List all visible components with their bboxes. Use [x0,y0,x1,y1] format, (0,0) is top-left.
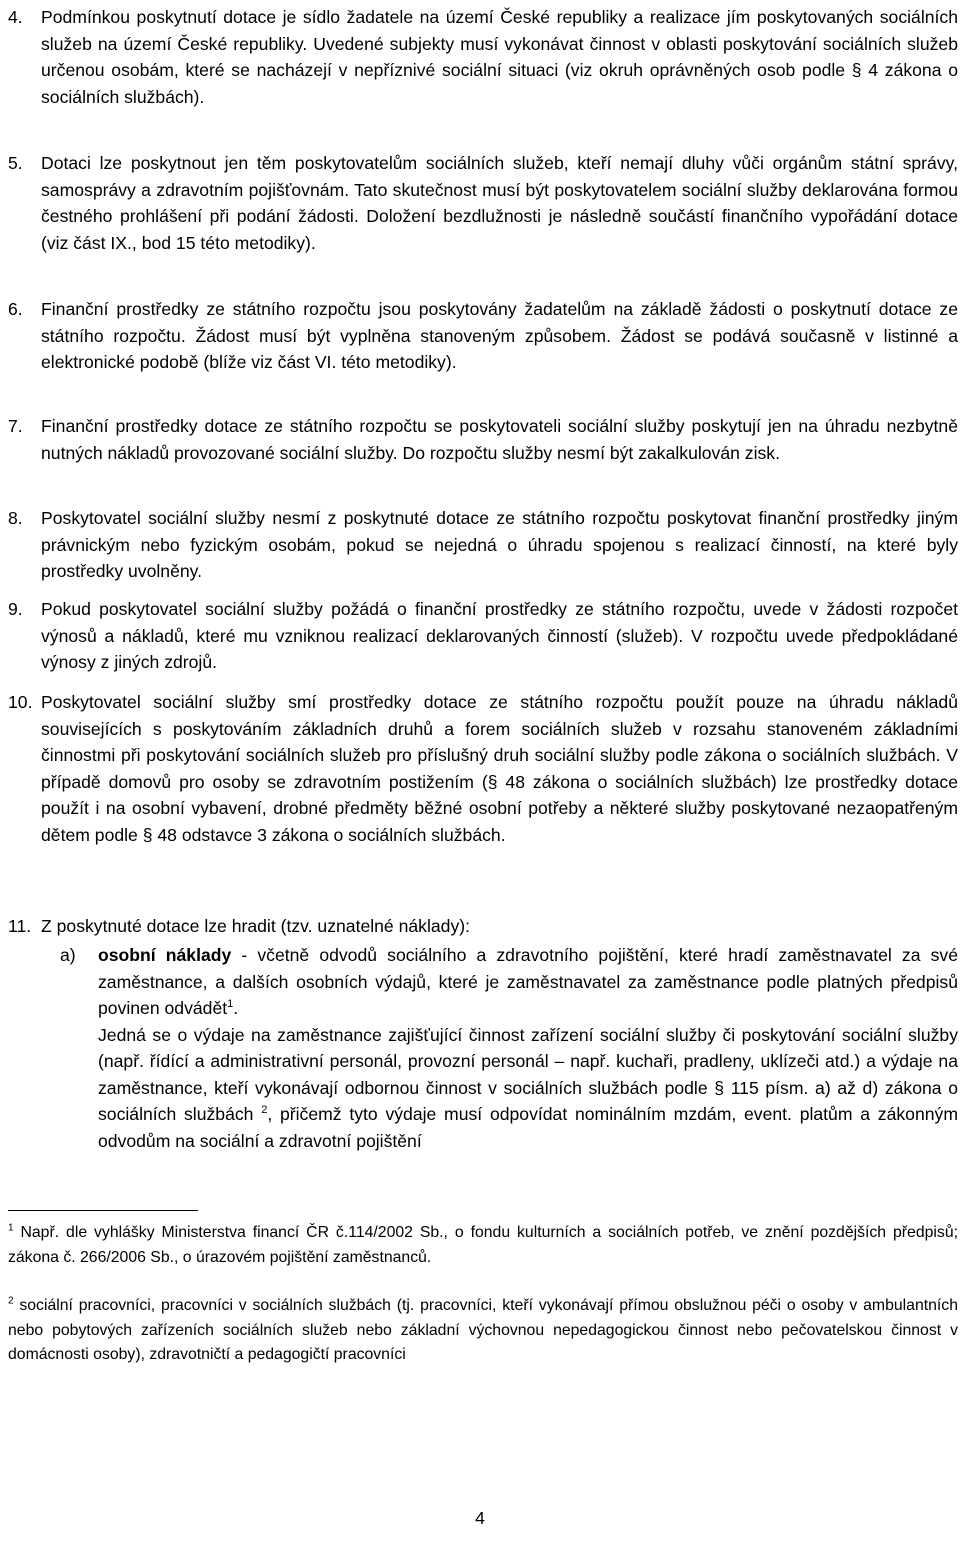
item-number: 6. [8,299,23,319]
sub-item-text [98,942,958,1022]
list-item-5 [8,150,958,256]
item-text: Finanční prostředky dotace ze státního rozpočtu se poskytovateli sociální služby poskytují jen na úhradu nezbytně nutných nákladů provozované sociální služby. Do rozpočtu služby nesmí být zakalkulován zisk. [41,416,958,463]
sub-item-text-part1: - včetně odvodů sociálního a zdravotního pojištění, které hradí zaměstnavatel za své zaměstnance, a dalších osobních výdajů, které je zaměstnavatel za zaměstnance podle platných předpisů povinen odvádět [98,945,958,1018]
sub-item-text-part1-end: . [233,998,239,1018]
sub-item-text-part3: , přičemž tyto výdaje musí odpovídat nominálním mzdám, event. platům a zákonným odvodům na sociální a zdravotní pojištění [98,1104,958,1151]
item-text: Dotaci lze poskytnout jen těm poskytovatelům sociálních služeb, kteří nemají dluhy vůči orgánům státní správy, samosprávy a zdravotním pojišťovnám. Tato skutečnost musí být poskytovatelem sociální služby deklarována formou čestného prohlášení při podání žádosti. Doložení bezdlužnosti je následně součástí finančního vypořádání dotace (viz část IX., bod 15 této metodiky). [41,153,958,253]
item-text: Z poskytnuté dotace lze hradit (tzv. uznatelné náklady): [41,916,470,936]
footnote-text: Např. dle vyhlášky Ministerstva financí ČR č.114/2002 Sb., o fondu kulturních a sociálních potřeb, ve znění pozdějších předpisů; zákona č. 266/2006 Sb., o úrazovém pojištění zaměstnanců. [8,1224,958,1266]
item-text: Poskytovatel sociální služby nesmí z poskytnuté dotace ze státního rozpočtu poskytovat finanční prostředky jiným právnickým nebo fyzickým osobám, pokud se nejedná o úhradu spojenou s realizací činností, na které byly prostředky uvolněny. [41,508,958,581]
list-item-11 [8,913,958,940]
list-item-7 [8,413,958,466]
item-number: 5. [8,153,23,173]
item-number: 4. [8,7,23,27]
sub-item-bold-term: osobní náklady [98,945,232,965]
list-item-8 [8,505,958,585]
page-number: 4 [475,1508,485,1528]
item-text: Pokud poskytovatel sociální služby požádá o finanční prostředky ze státního rozpočtu, uvede v žádosti rozpočet výnosů a nákladů, které mu vzniknou realizací deklarovaných činností (služeb). V rozpočtu uvede předpokládané výnosy z jiných zdrojů. [41,599,958,672]
sub-item-label: a) [60,945,76,965]
footnote-mark: 1 [8,1222,14,1234]
sub-item-paragraph-2 [98,1022,958,1155]
footnote-ref-1[interactable]: 1 [227,998,234,1011]
item-text: Finanční prostředky ze státního rozpočtu jsou poskytovány žadatelům na základě žádosti o poskytnutí dotace ze státního rozpočtu. Žádost musí být vyplněna stanoveným způsobem. Žádost se podává současně v listinné a elektronické podobě (blíže viz část VI. této metodiky). [41,299,958,372]
list-item-10 [8,689,958,848]
list-item-6 [8,296,958,376]
item-number: 7. [8,416,23,436]
footnote-1 [8,1221,958,1270]
item-text: Podmínkou poskytnutí dotace je sídlo žadatele na území České republiky a realizace jím poskytovaných sociálních služeb na území České republiky. Uvedené subjekty musí vykonávat činnost v oblasti poskytování sociálních služeb určenou osobám, které se nacházejí v nepříznivé sociální situaci (viz okruh oprávněných osob podle § 4 zákona o sociálních službách). [41,7,958,107]
item-text: Poskytovatel sociální služby smí prostředky dotace ze státního rozpočtu použít pouze na úhradu nákladů souvisejících s poskytováním základních druhů a forem sociálních služeb v rozsahu stanoveném základními činnostmi při poskytování sociálních služeb pro příslušný druh sociální služby podle zákona o sociálních službách. V případě domovů pro osoby se zdravotním postižením (§ 48 zákona o sociálních službách) lze prostředky dotace použít i na osobní vybavení, drobné předměty běžné osobní potřeby a některé služby poskytované nezaopatřeným dětem podle § 48 odstavce 3 zákona o sociálních službách. [41,692,958,845]
footnote-separator [8,1210,198,1211]
item-number: 8. [8,508,23,528]
sub-item-text-part2: Jedná se o výdaje na zaměstnance zajišťující činnost zařízení sociální služby či poskytování sociální služby (např. řídící a administrativní personál, provozní personál – např. kuchaři, pradleny, uklízeči atd.) a výdaje na zaměstnance, kteří vykonávají odbornou činnost v sociálních službách podle § 115 písm. a) až d) zákona o sociálních službách [98,1024,958,1124]
footnote-2 [8,1294,958,1368]
list-item-4 [8,4,958,110]
footnote-text: sociální pracovníci, pracovníci v sociálních službách (tj. pracovníci, kteří vykonávají přímou obslužnou péči o osoby v ambulantních nebo pobytových zařízeních sociálních služeb nebo základní výchovnou nepedagogickou činnost nebo pečovatelskou činnost v domácnosti osoby), zdravotničtí a pedagogičtí pracovníci [8,1297,958,1363]
sub-item-a [60,942,958,1154]
footnote-ref-2[interactable]: 2 [261,1104,268,1117]
item-number: 10. [8,692,33,712]
list-item-9 [8,596,958,676]
footnote-mark: 2 [8,1295,14,1307]
item-number: 9. [8,599,23,619]
item-number: 11. [8,916,32,936]
